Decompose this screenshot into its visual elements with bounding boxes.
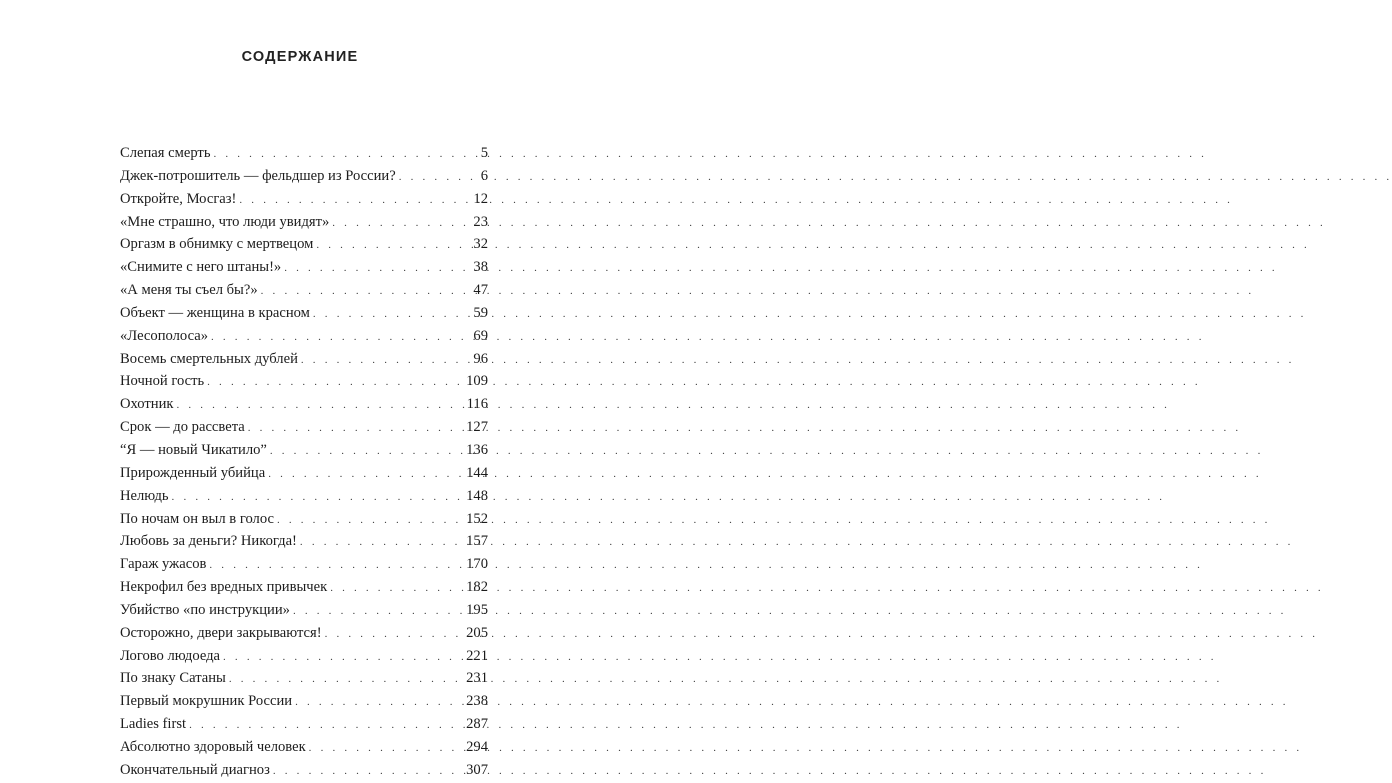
toc-entry[interactable]	[120, 279, 488, 302]
toc-entry[interactable]	[120, 736, 488, 759]
dot-leader	[284, 257, 469, 280]
toc-entry-title: «А меня ты съел бы?»	[120, 282, 258, 299]
toc-entry-title: Срок — до рассвета	[120, 419, 245, 436]
toc-page-number: 152	[466, 510, 488, 527]
dot-leader	[213, 143, 470, 166]
dot-leader	[229, 668, 462, 691]
toc-entry[interactable]	[120, 233, 488, 256]
toc-page-number: 96	[473, 350, 488, 367]
dot-leader	[316, 234, 469, 257]
toc-entry-title: По ночам он выл в голос	[120, 510, 274, 527]
toc-page-number: 231	[466, 670, 488, 687]
toc-page-number: 287	[466, 716, 488, 733]
toc-entry[interactable]	[120, 393, 488, 416]
dot-leader	[248, 417, 462, 440]
toc-page-number: 127	[466, 419, 488, 436]
toc-page-number: 148	[466, 487, 488, 504]
dot-leader	[189, 714, 462, 737]
toc-entry[interactable]	[120, 370, 488, 393]
toc-page-number: 307	[466, 761, 488, 778]
toc-page-number: 170	[466, 556, 488, 573]
toc-page-number: 6	[480, 167, 488, 184]
toc-entry[interactable]	[120, 142, 488, 165]
toc-entry-title: Гараж ужасов	[120, 556, 207, 573]
toc-entry[interactable]	[120, 325, 488, 348]
dot-leader	[172, 486, 463, 509]
toc-entry-title: Первый мокрушник России	[120, 693, 293, 710]
toc-entry-title: Осторожно, двери закрываются!	[120, 624, 322, 641]
toc-page-number: 238	[466, 693, 488, 710]
toc-page-number: 157	[466, 533, 488, 550]
toc-entry-title: Объект — женщина в красном	[120, 304, 310, 321]
toc-entry[interactable]	[120, 576, 488, 599]
toc-entry-title: «Лесополоса»	[120, 327, 208, 344]
dot-leader	[277, 509, 462, 532]
toc-entry[interactable]	[120, 759, 488, 782]
toc-entry-title: Восемь смертельных дублей	[120, 350, 298, 367]
toc-entry-title: Некрофил без вредных привычек	[120, 579, 328, 596]
toc-page-number: 32	[473, 236, 488, 253]
toc-entry-title: Ladies first	[120, 716, 187, 733]
dot-leader	[330, 577, 462, 600]
toc-page-number: 47	[473, 282, 488, 299]
toc-entry-title: «Мне страшно, что люди увидят»	[120, 213, 330, 230]
dot-leader	[268, 463, 462, 486]
toc-entry[interactable]	[120, 416, 488, 439]
toc-entry[interactable]	[120, 462, 488, 485]
page-title: СОДЕРЖАНИЕ	[241, 49, 359, 65]
dot-leader	[209, 554, 462, 577]
dot-leader	[301, 349, 470, 372]
dot-leader	[176, 394, 462, 417]
toc-page-number: 116	[466, 396, 488, 413]
dot-leader	[293, 600, 462, 623]
dot-leader	[399, 166, 470, 189]
toc-entry[interactable]	[120, 530, 488, 553]
dot-leader	[295, 691, 462, 714]
toc-entry[interactable]	[120, 599, 488, 622]
toc-page-number: 5	[480, 145, 488, 161]
toc-entry-title: Охотник	[120, 396, 174, 413]
dot-leader	[270, 440, 462, 463]
toc-entry[interactable]	[120, 165, 488, 188]
toc-page-number: 59	[473, 304, 488, 321]
toc-entry[interactable]	[120, 713, 488, 736]
toc-entry[interactable]	[120, 690, 488, 713]
toc-entry-title: Логово людоеда	[120, 647, 221, 664]
toc-page-number: 294	[466, 738, 488, 755]
toc-entry-title: Откройте, Мосгаз!	[120, 190, 237, 207]
toc-page-number: 136	[466, 441, 488, 458]
toc-entry[interactable]	[120, 667, 488, 690]
toc-entry[interactable]	[120, 302, 488, 325]
toc-entry[interactable]	[120, 508, 488, 531]
toc-entry-title: Любовь за деньги? Никогда!	[120, 533, 297, 550]
toc-entry[interactable]	[120, 211, 488, 234]
toc-page-number: 195	[466, 601, 488, 618]
toc-entry-title: Оргазм в обнимку с мертвецом	[120, 236, 314, 253]
dot-leader	[223, 646, 462, 669]
toc-entry[interactable]	[120, 553, 488, 576]
toc-entry[interactable]	[120, 622, 488, 645]
dot-leader	[313, 303, 470, 326]
toc-entry-title: Окончательный диагноз	[120, 761, 270, 778]
toc-entry[interactable]	[120, 188, 488, 211]
toc-entry-title: Абсолютно здоровый человек	[120, 738, 306, 755]
dot-leader	[211, 326, 469, 349]
dot-leader	[207, 371, 462, 394]
toc-page-number: 182	[466, 579, 488, 596]
toc-entry-title: Нелюдь	[120, 487, 169, 504]
toc-entry-title: «Снимите с него штаны!»	[120, 259, 282, 276]
table-of-contents	[120, 142, 488, 782]
toc-page-number: 221	[466, 647, 488, 664]
dot-leader	[332, 212, 469, 235]
toc-entry-title: Прирожденный убийца	[120, 464, 266, 481]
toc-page-number: 205	[466, 624, 488, 641]
toc-page-number: 69	[473, 327, 488, 344]
toc-entry-title: Джек-потрошитель — фельдшер из России?	[120, 167, 396, 184]
dot-leader	[273, 760, 462, 783]
toc-entry[interactable]	[120, 348, 488, 371]
dot-leader	[261, 280, 470, 303]
toc-page-number: 109	[466, 373, 488, 390]
toc-entry-title: “Я — новый Чикатило”	[120, 441, 267, 458]
toc-entry[interactable]	[120, 256, 488, 279]
toc-entry[interactable]	[120, 645, 488, 668]
dot-leader	[300, 531, 462, 554]
dot-leader	[309, 737, 462, 760]
toc-entry-title: Слепая смерть	[120, 145, 211, 161]
toc-page-number: 12	[473, 190, 488, 207]
toc-entry[interactable]	[120, 439, 488, 462]
toc-page-number: 144	[466, 464, 488, 481]
toc-entry-title: По знаку Сатаны	[120, 670, 226, 687]
toc-page-number: 38	[473, 259, 488, 276]
toc-entry-title: Ночной гость	[120, 373, 205, 390]
dot-leader	[239, 189, 469, 212]
toc-page-number: 23	[473, 213, 488, 230]
dot-leader	[325, 623, 463, 646]
toc-entry[interactable]	[120, 485, 488, 508]
toc-entry-title: Убийство «по инструкции»	[120, 601, 290, 618]
